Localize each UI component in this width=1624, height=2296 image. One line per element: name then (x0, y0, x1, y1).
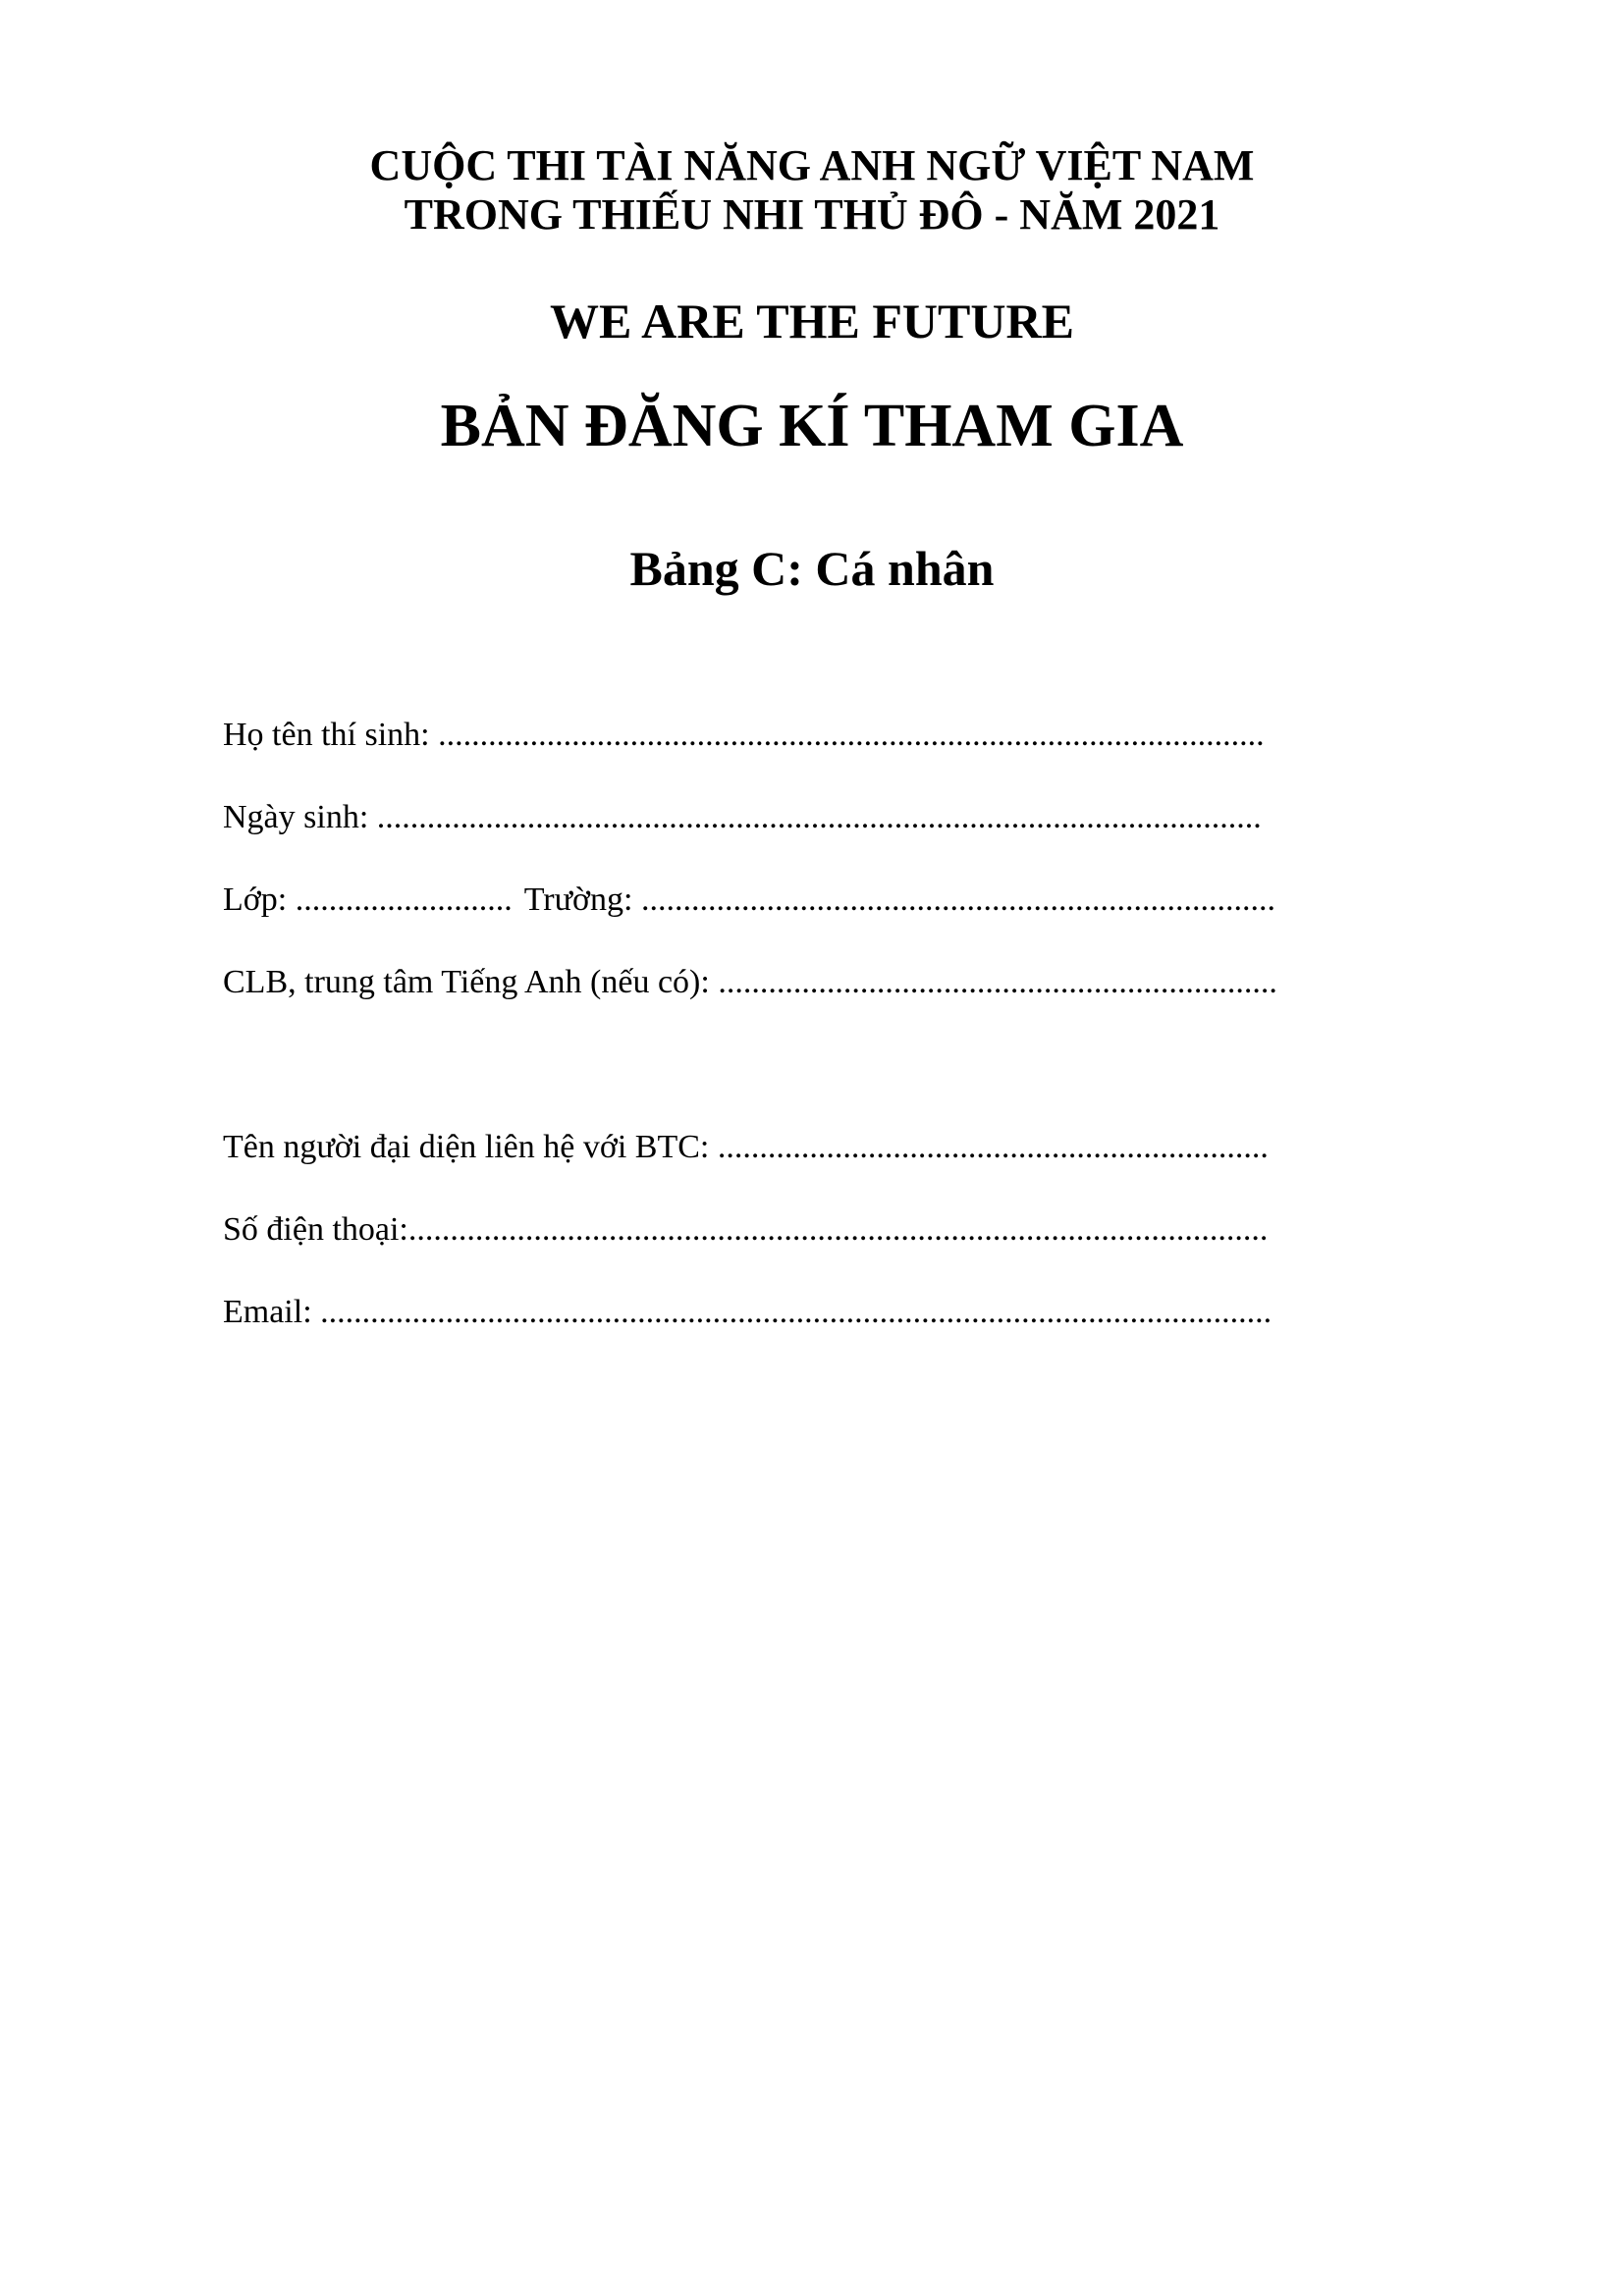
field-date-of-birth (223, 798, 1262, 837)
fill-line: .......................................................................................................... (376, 799, 1262, 835)
field-label-class: Lớp: (223, 881, 296, 918)
field-label: Email: (223, 1294, 321, 1330)
field-label: Họ tên thí sinh: (223, 717, 439, 753)
field-contestant-name (223, 716, 1265, 755)
field-email (223, 1293, 1272, 1332)
field-representative (223, 1128, 1269, 1167)
fill-line: .................................................................................................................. (320, 1294, 1272, 1330)
field-class-school (223, 881, 1275, 920)
fill-line: ....................................................................................................... (407, 1211, 1269, 1248)
contest-title-line-2: TRONG THIẾU NHI THỦ ĐÔ - NĂM 2021 (404, 190, 1220, 239)
field-label: Tên người đại diện liên hệ với BTC: (223, 1129, 718, 1165)
fill-line-school: ............................................................................ (640, 881, 1275, 918)
field-label-school: Trường: (523, 881, 641, 918)
slogan: WE ARE THE FUTURE (550, 294, 1074, 348)
field-label: Số điện thoại: (223, 1211, 408, 1248)
field-label: CLB, trung tâm Tiếng Anh (nếu có): (223, 964, 719, 1000)
contest-title-line-1: CUỘC THI TÀI NĂNG ANH NGỮ VIỆT NAM (369, 141, 1255, 189)
fill-line-class: .......................... (295, 881, 513, 918)
field-phone (223, 1210, 1268, 1250)
fill-line: ................................................................................................... (438, 717, 1265, 753)
form-subtitle: Bảng C: Cá nhân (629, 541, 995, 596)
fill-line: ................................................................... (718, 964, 1277, 1000)
form-title: BẢN ĐĂNG KÍ THAM GIA (440, 393, 1184, 459)
field-label: Ngày sinh: (223, 799, 377, 835)
field-english-club (223, 963, 1277, 1002)
fill-line: .................................................................. (717, 1129, 1269, 1165)
